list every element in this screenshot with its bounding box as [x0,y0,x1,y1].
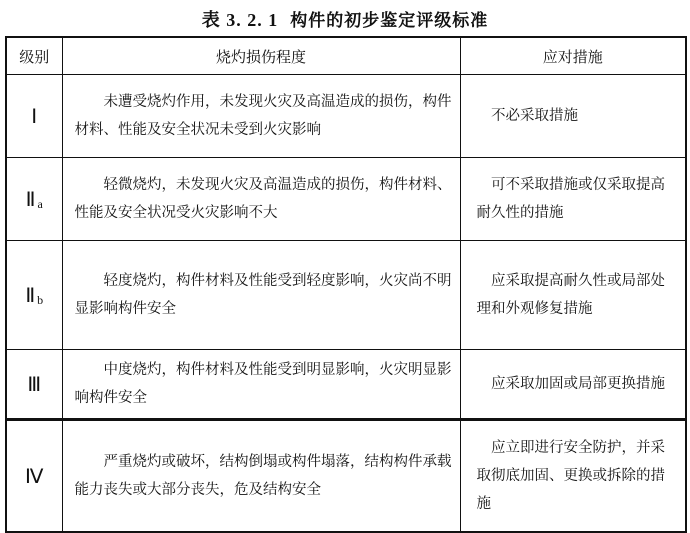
level-cell [6,158,62,241]
damage-cell: 未遭受烧灼作用，未发现火灾及高温造成的损伤，构件材料、性能及安全状况未受到火灾影响 [62,75,460,158]
level-cell [6,350,62,420]
measure-cell: 应采取加固或局部更换措施 [460,350,686,420]
table-title [0,6,690,32]
level-subscript: b [37,292,44,307]
header-damage: 烧灼损伤程度 [62,37,460,75]
level-label: Ⅲ [27,373,42,396]
table-row [6,420,686,533]
grading-table [5,36,687,533]
header-row [6,37,686,75]
table-row [6,241,686,350]
measure-cell: 应采取提高耐久性或局部处理和外观修复措施 [460,241,686,350]
table-row [6,350,686,420]
level-label: Ⅳ [25,465,44,488]
header-level: 级别 [6,37,62,75]
measure-cell: 应立即进行安全防护，并采取彻底加固、更换或拆除的措施 [460,420,686,533]
level-cell [6,241,62,350]
damage-cell: 中度烧灼，构件材料及性能受到明显影响，火灾明显影响构件安全 [62,350,460,420]
measure-cell: 不必采取措施 [460,75,686,158]
damage-cell: 轻微烧灼，未发现火灾及高温造成的损伤，构件材料、性能及安全状况受火灾影响不大 [62,158,460,241]
level-label: Ⅱ [25,284,36,307]
level-cell [6,75,62,158]
measure-cell: 可不采取措施或仅采取提高耐久性的措施 [460,158,686,241]
table-caption: 构件的初步鉴定评级标准 [290,11,489,31]
table-number: 表 3. 2. 1 [201,10,279,30]
table-row [6,75,686,158]
level-label: Ⅰ [31,105,38,128]
level-cell [6,420,62,533]
damage-cell: 轻度烧灼，构件材料及性能受到轻度影响，火灾尚不明显影响构件安全 [62,241,460,350]
damage-cell: 严重烧灼或破坏，结构倒塌或构件塌落，结构构件承载能力丧失或大部分丧失，危及结构安全 [62,420,460,533]
level-label: Ⅱ [25,188,36,211]
header-measure: 应对措施 [460,37,686,75]
table-row [6,158,686,241]
level-subscript: a [37,196,43,211]
